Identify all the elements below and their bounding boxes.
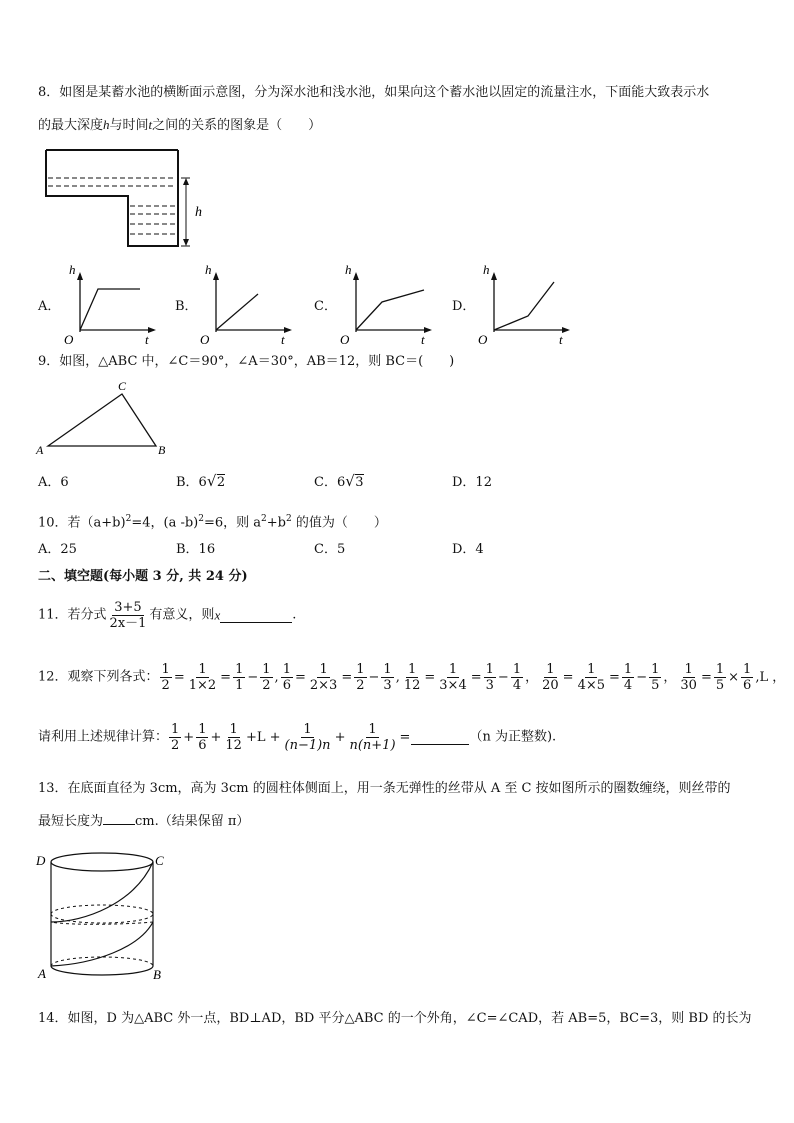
q13-text-line1: 13．在底面直径为 3cm，高为 3cm 的圆柱体侧面上，用一条无弹性的丝带从 A 至 C 按如图所示的圈数缠绕，则丝带的: [38, 781, 731, 796]
q12-l1-fraction: $\frac{1}{2\times 3}$: [309, 662, 338, 693]
q10-option-c[interactable]: C．5: [314, 542, 346, 557]
q12-l1-operator: =: [609, 669, 620, 685]
q12-l1-fraction: $\frac{1}{3}$: [383, 662, 392, 693]
q12-l1-fraction: $\frac{1}{1\times 2}$: [188, 662, 217, 693]
q12-l1-fraction: $\frac{1}{3}$: [485, 662, 494, 693]
q12-l2-operator: +L +: [245, 729, 281, 745]
q12-l1-operator: =: [294, 669, 306, 685]
q9-text: 9．如图，△ABC 中，∠C＝90°，∠A＝30°，AB＝12，则 BC＝( ): [38, 354, 455, 369]
q12-l1-fraction: $\frac{1}{4}$: [623, 662, 633, 693]
q12-l1-operator: =: [424, 669, 436, 685]
q8-text-line1: 8．如图是某蓄水池的横断面示意图，分为深水池和浅水池，如果向这个蓄水池以固定的流量注水，下面能大致表示水: [38, 85, 710, 100]
q8-graph-c-o: O: [340, 332, 350, 346]
q8-graph-b-o: O: [200, 332, 210, 346]
q12-l1-fraction: $\frac{1}{5}$: [651, 662, 660, 693]
q8-graph-d-t: t: [559, 332, 563, 346]
q12-line2: 请利用上述规律计算： $\frac{1}{2}$ + $\frac{1}{6}$ + $\frac{1}{12}$ +L + $\frac{1}{(n-1)n}$ + $\frac{1}{n(n+1)}$ = （n 为正整数).: [38, 722, 557, 753]
q13-cylinder-diagram: [34, 848, 170, 984]
q8-graph-c-h: h: [345, 262, 352, 277]
q12-l2-fraction: $\frac{1}{6}$: [198, 722, 207, 753]
q12-l1-operator: ,: [274, 669, 279, 685]
q9-option-c[interactable]: C．6 √ 3: [314, 472, 364, 490]
q11-text: 11．若分式 $\frac{3+5}{2x-1}$ 有意义，则x .: [38, 600, 297, 631]
q11-answer-blank[interactable]: [220, 608, 292, 623]
q8-graph-a: [60, 262, 160, 346]
q12-l1-operator: =: [700, 669, 712, 685]
q13-label-d: D: [36, 853, 46, 868]
q12-l2-operator: +: [210, 729, 222, 745]
q9-label-c: C: [118, 379, 127, 393]
q12-l1-fraction: $\frac{1}{6}$: [282, 662, 291, 693]
q12-answer-blank[interactable]: [411, 730, 469, 745]
q8-graph-c-t: t: [421, 332, 425, 346]
q12-l2-fraction: $\frac{1}{12}$: [225, 722, 242, 753]
q8-text-line2: 的最大深度h与时间t之间的关系的图象是（ ）: [38, 117, 322, 133]
q13-text-line2: 最短长度为 cm.（结果保留 π）: [38, 814, 250, 829]
q8-pool-diagram: [40, 146, 210, 252]
section-2-heading: 二、填空题(每小题 3 分, 共 24 分): [38, 569, 248, 584]
q12-l1-fraction: $\frac{1}{20}$: [542, 662, 559, 693]
q12-l1-operator: ,L ，: [755, 669, 786, 685]
q8-graph-d-h: h: [483, 262, 490, 277]
q12-l1-fraction: $\frac{1}{3\times 4}$: [439, 662, 467, 693]
q12-l1-fraction: $\frac{1}{6}$: [743, 662, 752, 693]
q12-l2-fraction: $\frac{1}{(n-1)n}$: [284, 722, 331, 753]
q8-option-b-label[interactable]: B．: [175, 299, 198, 314]
q12-l1-fraction: $\frac{1}{2}$: [262, 662, 271, 693]
q12-l2-fraction: $\frac{1}{2}$: [171, 722, 180, 753]
q12-l1-fraction: $\frac{1}{2}$: [356, 662, 365, 693]
q8-graph-b: [196, 262, 296, 346]
q12-l1-operator: −: [636, 669, 648, 685]
q12-l1-operator: ，: [663, 669, 677, 685]
q12-l1-operator: −: [497, 669, 509, 685]
q8-option-d-label[interactable]: D．: [452, 299, 476, 314]
q9-option-a[interactable]: A．6: [38, 475, 69, 490]
q13-answer-blank[interactable]: [103, 812, 135, 825]
q12-l2-operator: +: [334, 729, 346, 745]
q12-l1-fraction: $\frac{1}{4\times 5}$: [577, 662, 605, 693]
q12-l2-fraction: $\frac{1}{n(n+1)}$: [349, 722, 396, 753]
q12-l2-operator: +: [183, 729, 195, 745]
q10-option-a[interactable]: A．25: [38, 542, 77, 557]
q12-line1: 12．观察下列各式： $\frac{1}{2}$ = $\frac{1}{1\times 2}$ = $\frac{1}{1}$ − $\frac{1}{2}$ , $\frac{1}{6}$ = $\frac{1}{2\times 3}$ = $\frac{1}{2}$ − $\frac{1}{3}$ , $\frac{1}{12}$ = $\frac{1}{3\times 4}$ = $\frac{1}{3}$ − $\frac{1}{4}$ ， $\frac{1}{20}$ = $\frac{1}{4\times 5}$ = $\frac{1}{4}$ − $\frac{1}{5}$ ， $\frac{1}{30}$ = $\frac{1}{5}$ × $\frac{1}{6}$ ,L ，: [38, 662, 786, 693]
q12-l1-operator: ×: [728, 669, 740, 685]
q12-l1-fraction: $\frac{1}{4}$: [512, 662, 522, 693]
q12-l1-operator: ，: [525, 669, 539, 685]
q8-graph-b-t: t: [281, 332, 285, 346]
q12-l2-operator: =: [399, 729, 411, 745]
q9-triangle-diagram: [34, 378, 184, 458]
q12-l1-operator: =: [470, 669, 482, 685]
q12-l1-operator: =: [173, 669, 185, 685]
q12-l1-operator: =: [341, 669, 353, 685]
q9-label-a: A: [36, 443, 44, 457]
q9-option-d[interactable]: D．12: [452, 475, 492, 490]
q10-option-b[interactable]: B．16: [176, 542, 216, 557]
q12-l1-operator: =: [562, 669, 574, 685]
q9-label-b: B: [158, 443, 166, 457]
q12-l1-fraction: $\frac{1}{30}$: [680, 662, 697, 693]
q8-option-a-label[interactable]: A．: [38, 299, 61, 314]
q8-graph-d: [474, 262, 574, 346]
q12-l1-fraction: $\frac{1}{2}$: [161, 662, 170, 693]
q14-text: 14．如图，D 为△ABC 外一点，BD⊥AD，BD 平分△ABC 的一个外角，∠C=∠CAD，若 AB=5，BC=3，则 BD 的长为: [38, 1011, 752, 1026]
q12-l1-fraction: $\frac{1}{12}$: [403, 662, 421, 693]
q12-l1-operator: −: [247, 669, 259, 685]
q9-option-b[interactable]: B．6 √ 2: [176, 472, 226, 490]
q13-label-a: A: [38, 966, 46, 981]
q12-l1-fraction: $\frac{1}{1}$: [235, 662, 244, 693]
q10-text: 10．若（a+b)$^2$=4，(a -b)$^2$=6，则 $a^2+b^2$ 的值为（ ）: [38, 514, 387, 531]
q12-l1-fraction: $\frac{1}{5}$: [715, 662, 725, 693]
q12-l1-operator: −: [368, 669, 380, 685]
q8-graph-a-t: t: [145, 332, 149, 346]
q13-label-b: B: [153, 967, 161, 982]
q12-l1-operator: ,: [395, 669, 400, 685]
q13-label-c: C: [155, 853, 164, 868]
q10-option-d[interactable]: D．4: [452, 542, 484, 557]
q8-graph-b-h: h: [205, 262, 212, 277]
q8-option-c-label[interactable]: C．: [314, 299, 337, 314]
q8-graph-a-h: h: [69, 262, 76, 277]
q8-diagram-h-label: h: [195, 205, 202, 220]
q12-formula-line2: [168, 722, 411, 753]
q8-graph-d-o: O: [478, 332, 488, 346]
q8-graph-c: [336, 262, 436, 346]
q8-graph-a-o: O: [64, 332, 74, 346]
q12-l1-operator: =: [220, 669, 232, 685]
